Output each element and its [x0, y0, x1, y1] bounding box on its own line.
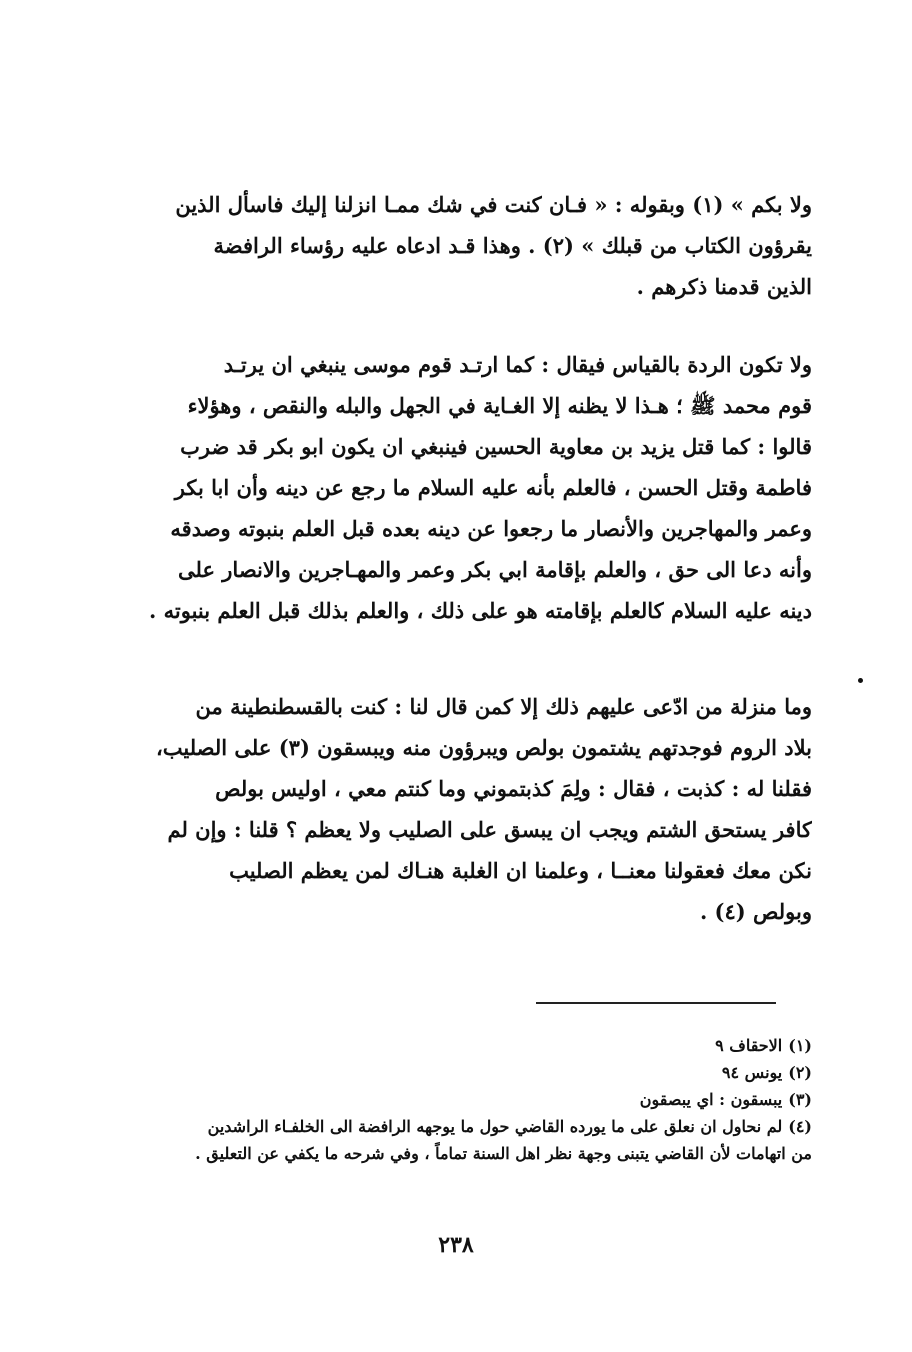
text-line: دينه عليه السلام كالعلم بإقامته هو على ذلك ، والعلم بذلك قبل العلم بنبوته .: [149, 598, 812, 623]
text-line: قالوا : كما قتل يزيد بن معاوية الحسين فينبغي ان يكون ابو بكر قد ضرب: [180, 434, 812, 459]
footnote-number: (٣): [788, 1090, 812, 1109]
footnote-4: [128, 1113, 812, 1140]
paragraph-1: [134, 184, 812, 307]
footnote-text: يونس ٩٤: [721, 1063, 783, 1082]
footnote-4-continuation: من اتهامات لأن القاضي يتبنى وجهة نظر اهل السنة تماماً ، وفي شرحه ما يكفي عن التعليق .: [195, 1144, 812, 1163]
text-line: قوم محمد ﷺ ؛ هـذا لا يظنه إلا الغـاية في الجهل والبله والنقص ، وهؤلاء: [187, 393, 812, 418]
footnote-text: الاحقاف ٩: [715, 1036, 783, 1055]
text-line: الذين قدمنا ذكرهم .: [636, 274, 812, 299]
ink-dot: [858, 678, 863, 683]
footnote-number: (١): [788, 1036, 812, 1055]
footnote-text: لم نحاول ان نعلق على ما يورده القاضي حول ما يوجهه الرافضة الى الخلفـاء الراشدين: [207, 1117, 783, 1136]
footnote-separator: [536, 1002, 776, 1004]
text-line: ولا بكم » (١) وبقوله : « فـان كنت في شك ممـا انزلنا إليك فاسأل الذين: [175, 192, 812, 217]
footnotes: [128, 1032, 812, 1167]
page-number: ٢٣٨: [438, 1232, 474, 1258]
text-line: وعمر والمهاجرين والأنصار ما رجعوا عن دينه بعده قبل العلم بنبوته وصدقه: [170, 516, 812, 541]
text-line: بلاد الروم فوجدتهم يشتمون بولص ويبرؤون منه ويبسقون (٣) على الصليب،: [155, 735, 812, 760]
text-line: يقرؤون الكتاب من قبلك » (٢) . وهذا قـد ادعاه عليه رؤساء الرافضة: [213, 233, 812, 258]
footnote-text: يبسقون : اي يبصقون: [639, 1090, 783, 1109]
text-line: فاطمة وقتل الحسن ، فالعلم بأنه عليه السلام ما رجع عن دينه وأن ابا بكر: [174, 475, 812, 500]
text-line: فقلنا له : كذبت ، فقال : ولِمَ كذبتموني وما كنتم معي ، اوليس بولص: [215, 776, 812, 801]
text-line: ولا تكون الردة بالقياس فيقال : كما ارتـد قوم موسى ينبغي ان يرتـد: [223, 352, 812, 377]
text-line: وبولص (٤) .: [699, 899, 812, 924]
text-line: وما منزلة من ادّعى عليهم ذلك إلا كمن قال لنا : كنت بالقسطنطينة من: [195, 694, 812, 719]
footnote-3: [128, 1086, 812, 1113]
paragraph-3: [134, 686, 812, 932]
footnote-number: (٤): [788, 1117, 812, 1136]
text-line: وأنه دعا الى حق ، والعلم بإقامة ابي بكر وعمر والمهـاجرين والانصار على: [177, 557, 812, 582]
paragraph-2: [134, 344, 812, 631]
footnote-1: [128, 1032, 812, 1059]
text-line: كافر يستحق الشتم ويجب ان يبسق على الصليب ولا يعظم ؟ قلنا : وإن لم: [167, 817, 812, 842]
footnote-2: [128, 1059, 812, 1086]
text-line: نكن معك فعقولنا معنــا ، وعلمنا ان الغلبة هنـاك لمن يعظم الصليب: [229, 858, 812, 883]
footnote-number: (٢): [788, 1063, 812, 1082]
